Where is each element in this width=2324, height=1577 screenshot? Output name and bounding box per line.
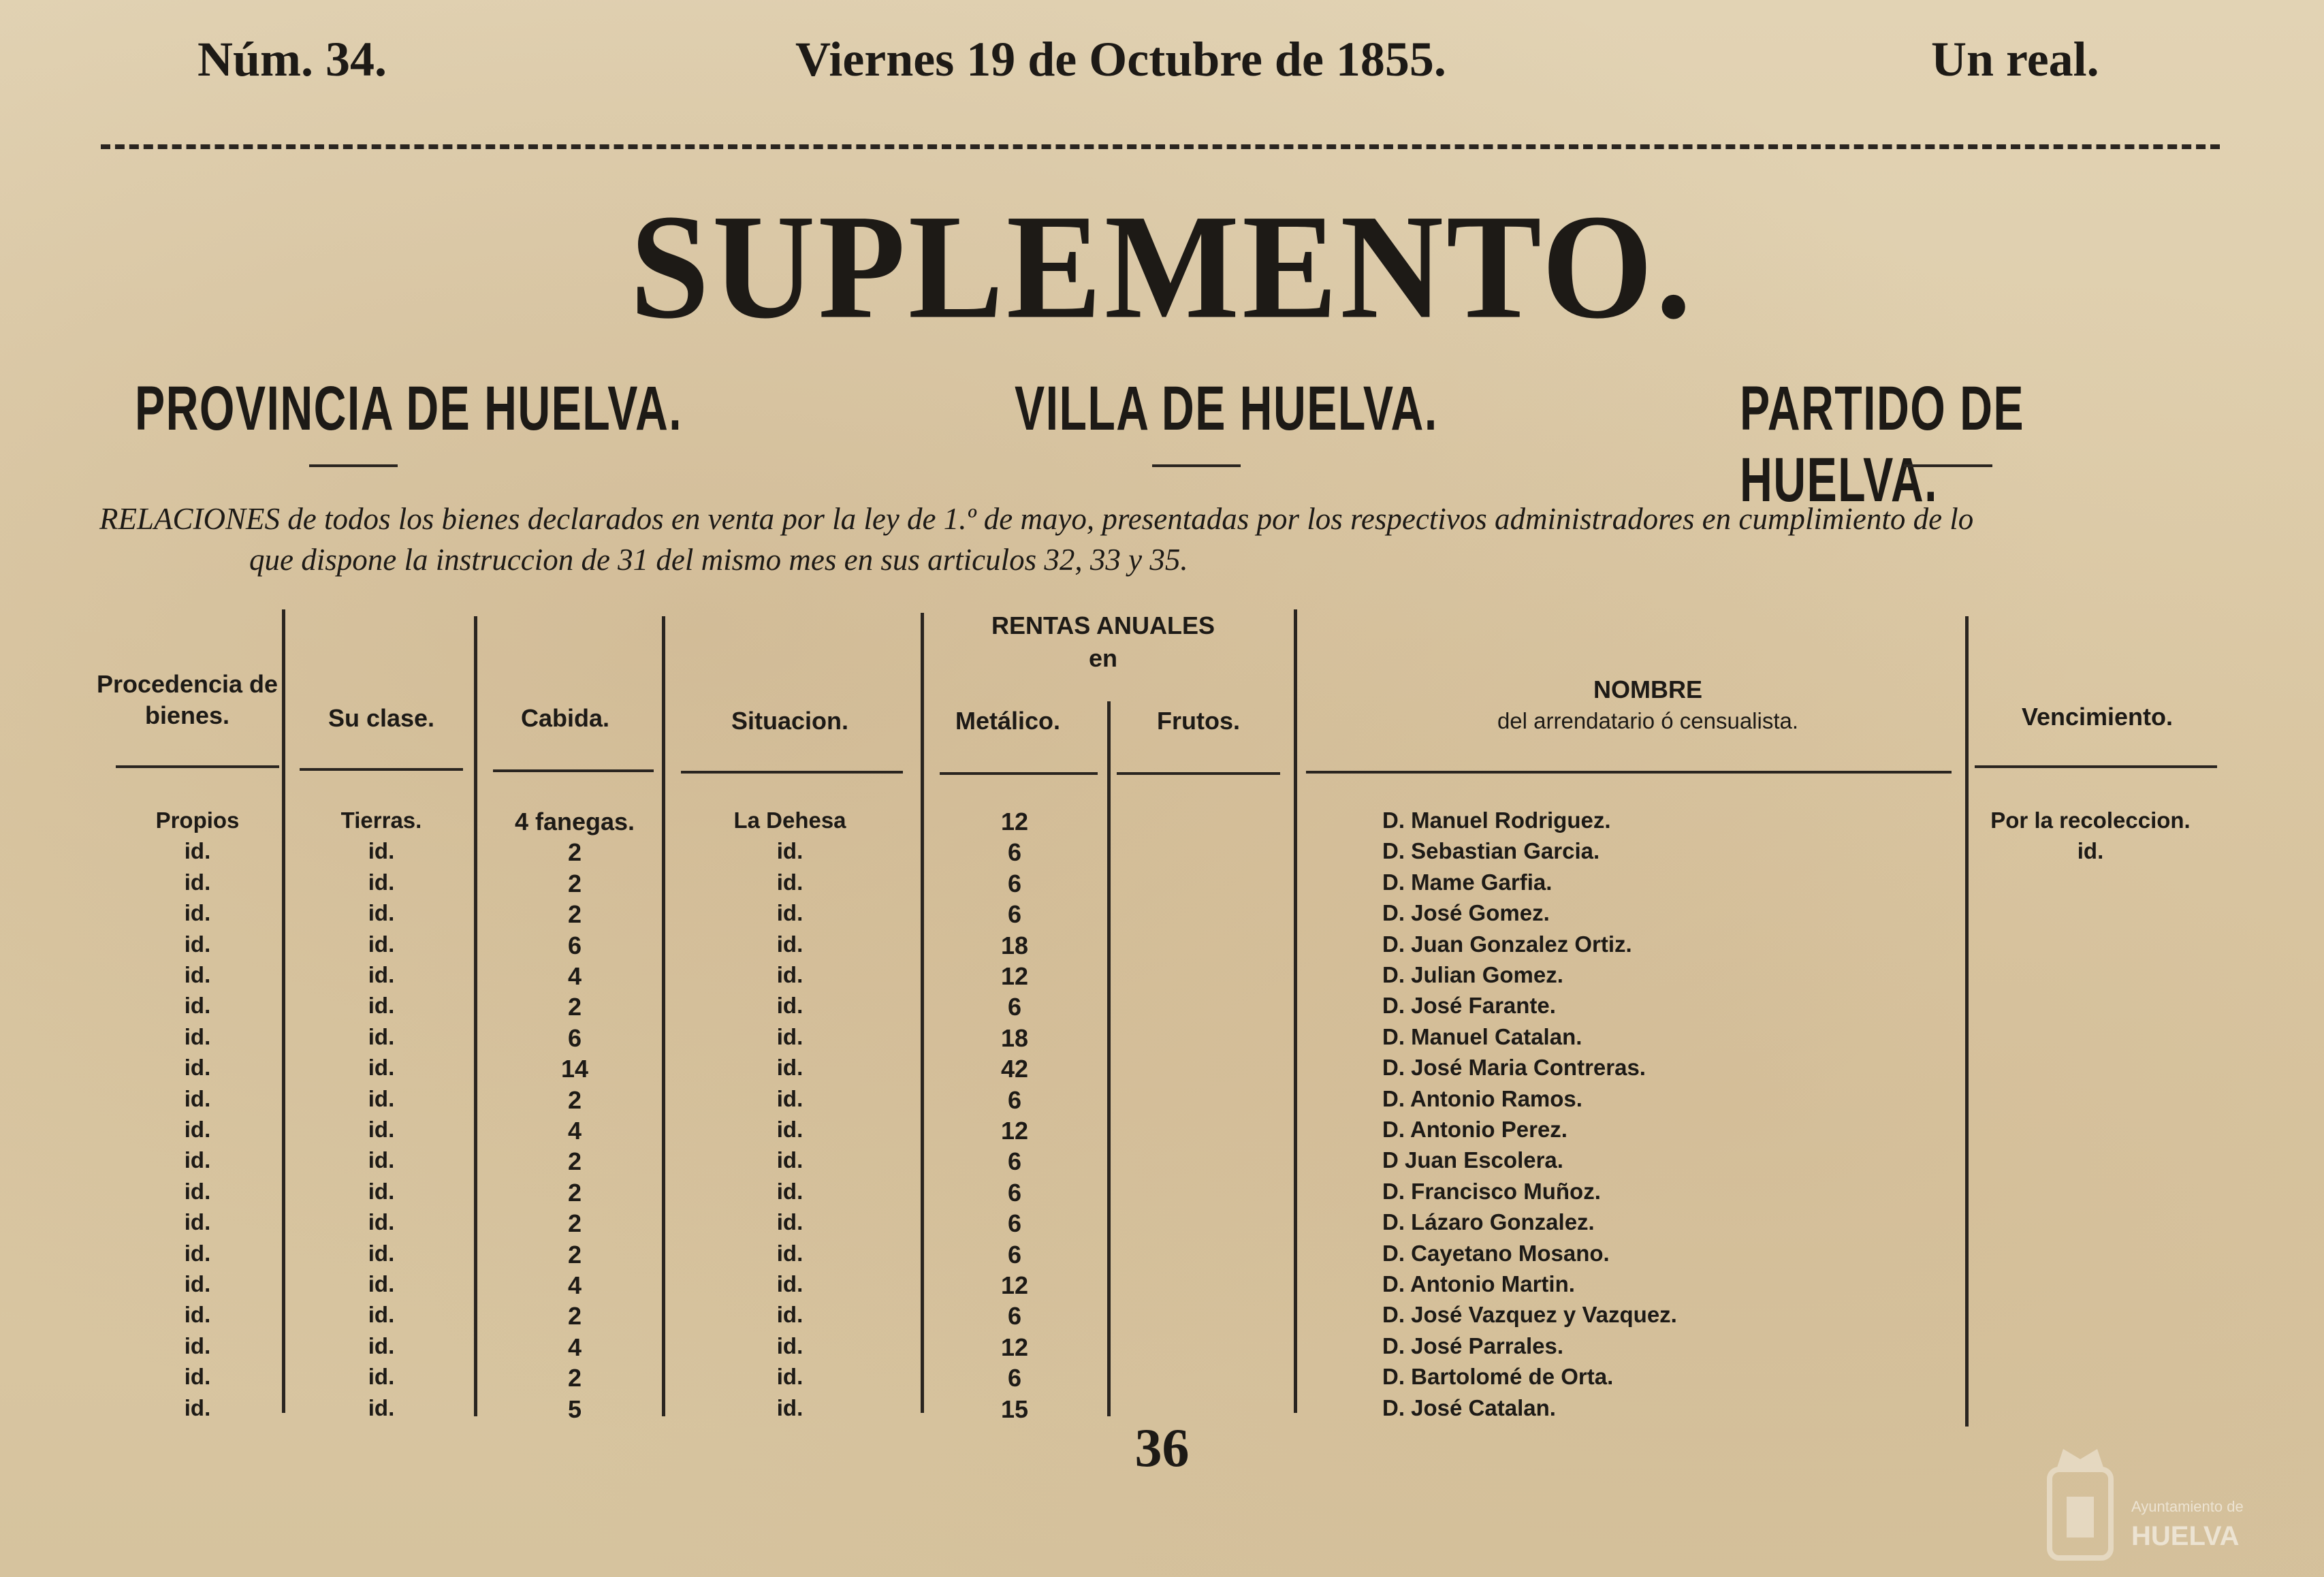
cell-cabida: 2: [567, 993, 582, 1021]
cell-cabida: 2: [567, 1240, 582, 1269]
cell-situacion: id.: [776, 1333, 803, 1358]
province-heading: PROVINCIA DE HUELVA.: [135, 374, 683, 443]
cell-situacion: id.: [776, 1395, 803, 1420]
cell-procedencia: id.: [184, 1023, 211, 1049]
page-title: SUPLEMENTO.: [630, 184, 1694, 350]
cell-clase: id.: [368, 869, 395, 895]
cell-situacion: id.: [776, 1147, 803, 1173]
cell-cabida: 6: [567, 931, 582, 959]
intro-line-1: RELACIONES de todos los bienes declarados en venta por la ley de 1.º de mayo, presentadas por los respectivos administradores en cumplimiento de lo: [99, 502, 1974, 536]
header-underline: [940, 772, 1098, 775]
cell-clase: id.: [368, 1023, 395, 1049]
header-rentas-en: en: [1088, 644, 1117, 672]
cell-nombre: D. José Farante.: [1382, 993, 1556, 1019]
cell-clase: id.: [368, 1178, 395, 1204]
cell-situacion: id.: [776, 1240, 803, 1266]
column-rule: [474, 616, 477, 1416]
cell-clase: id.: [368, 838, 395, 864]
header-clase: Su clase.: [328, 704, 435, 732]
cell-procedencia: id.: [184, 931, 211, 957]
cell-situacion: id.: [776, 838, 803, 864]
cell-procedencia: id.: [184, 1147, 211, 1173]
cell-cabida: 2: [567, 1302, 582, 1331]
cell-procedencia: id.: [184, 838, 211, 864]
column-rule: [921, 613, 924, 1413]
header-underline: [300, 768, 463, 771]
cell-clase: id.: [368, 993, 395, 1019]
cell-vencimiento: Por la recoleccion.: [1990, 808, 2191, 833]
cell-cabida: 2: [567, 838, 582, 867]
page-number: 36: [1134, 1418, 1190, 1478]
cell-clase: id.: [368, 1271, 395, 1296]
cell-cabida: 2: [567, 1147, 582, 1176]
cell-cabida: 2: [567, 869, 582, 897]
cell-clase: id.: [368, 1333, 395, 1358]
issue-number: Núm. 34.: [197, 32, 387, 86]
cell-metalico: 12: [1000, 1333, 1029, 1361]
header-underline: [1975, 765, 2217, 768]
issue-price: Un real.: [1931, 32, 2099, 86]
header-cabida: Cabida.: [520, 704, 610, 732]
cell-procedencia: id.: [184, 1395, 211, 1420]
district-heading: PARTIDO DE HUELVA.: [1740, 374, 2024, 515]
cell-procedencia: id.: [184, 1302, 211, 1328]
cell-procedencia: id.: [184, 1117, 211, 1142]
cell-situacion: id.: [776, 1364, 803, 1390]
ornament-divider: [1904, 464, 1992, 467]
cell-nombre: D Juan Escolera.: [1382, 1147, 1563, 1173]
cell-nombre: D. Antonio Martin.: [1382, 1271, 1575, 1296]
cell-procedencia: id.: [184, 993, 211, 1019]
cell-cabida: 2: [567, 1364, 582, 1392]
cell-metalico: 6: [1007, 1302, 1022, 1331]
cell-situacion: id.: [776, 931, 803, 957]
cell-metalico: 6: [1007, 1147, 1022, 1176]
cell-situacion: id.: [776, 1085, 803, 1111]
masthead-rule: [101, 144, 2220, 149]
cell-clase: id.: [368, 1240, 395, 1266]
column-rule: [1965, 616, 1969, 1427]
cell-nombre: D. Juan Gonzalez Ortiz.: [1382, 931, 1632, 957]
cell-cabida: 5: [567, 1395, 582, 1423]
watermark-caption: Ayuntamiento de: [2131, 1498, 2244, 1515]
cell-procedencia: Propios: [155, 808, 240, 833]
cell-nombre: D. Manuel Catalan.: [1382, 1023, 1582, 1049]
column-rule: [1294, 609, 1297, 1413]
cell-metalico: 42: [1000, 1055, 1029, 1083]
header-procedencia: Procedencia de bienes.: [96, 670, 278, 729]
cell-metalico: 6: [1007, 993, 1022, 1021]
cell-metalico: 6: [1007, 1085, 1022, 1114]
header-underline: [493, 769, 654, 772]
cell-clase: id.: [368, 1209, 395, 1235]
cell-metalico: 6: [1007, 1240, 1022, 1269]
cell-nombre: D. Antonio Ramos.: [1382, 1085, 1582, 1111]
cell-situacion: id.: [776, 900, 803, 926]
cell-cabida: 4: [567, 1333, 582, 1361]
cell-metalico: 6: [1007, 869, 1022, 897]
watermark-title: HUELVA: [2131, 1521, 2240, 1551]
cell-situacion: id.: [776, 1178, 803, 1204]
ornament-divider: [309, 464, 398, 467]
cell-procedencia: id.: [184, 869, 211, 895]
cell-cabida: 2: [567, 1085, 582, 1114]
intro-paragraph: [99, 498, 2238, 580]
cell-situacion: id.: [776, 869, 803, 895]
cell-metalico: 6: [1007, 1364, 1022, 1392]
cell-clase: id.: [368, 931, 395, 957]
cell-metalico: 18: [1000, 1023, 1029, 1052]
cell-nombre: D. José Vazquez y Vazquez.: [1382, 1302, 1677, 1328]
cell-clase: id.: [368, 1055, 395, 1081]
header-vencimiento: Vencimiento.: [2021, 703, 2174, 731]
ornament-divider: [1152, 464, 1241, 467]
cell-clase: id.: [368, 1147, 395, 1173]
cell-clase: id.: [368, 1117, 395, 1142]
cell-procedencia: id.: [184, 1271, 211, 1296]
cell-metalico: 12: [1000, 1117, 1029, 1145]
cell-nombre: D. Mame Garfia.: [1382, 869, 1553, 895]
cell-procedencia: id.: [184, 962, 211, 987]
cell-clase: id.: [368, 900, 395, 926]
cell-metalico: 12: [1000, 962, 1029, 990]
cell-situacion: id.: [776, 1023, 803, 1049]
cell-situacion: id.: [776, 1302, 803, 1328]
cell-cabida: 2: [567, 1178, 582, 1207]
cell-situacion: id.: [776, 1117, 803, 1142]
cell-clase: id.: [368, 962, 395, 987]
cell-metalico: 18: [1000, 931, 1029, 959]
cell-nombre: D. José Maria Contreras.: [1382, 1055, 1646, 1081]
cell-cabida: 4: [567, 962, 582, 990]
cell-nombre: D. Lázaro Gonzalez.: [1382, 1209, 1595, 1235]
cell-metalico: 6: [1007, 1209, 1022, 1238]
cell-cabida: 14: [560, 1055, 589, 1083]
cell-procedencia: id.: [184, 900, 211, 926]
cell-cabida: 2: [567, 900, 582, 929]
cell-situacion: La Dehesa: [733, 808, 846, 833]
cell-clase: id.: [368, 1085, 395, 1111]
cell-procedencia: id.: [184, 1364, 211, 1390]
column-rule: [662, 616, 665, 1416]
cell-procedencia: id.: [184, 1333, 211, 1358]
cell-metalico: 6: [1007, 1178, 1022, 1207]
cell-clase: id.: [368, 1395, 395, 1420]
cell-situacion: id.: [776, 1055, 803, 1081]
cell-cabida: 4 fanegas.: [514, 808, 635, 835]
cell-nombre: D. José Catalan.: [1382, 1395, 1556, 1420]
cell-nombre: D. Julian Gomez.: [1382, 962, 1563, 987]
header-underline: [681, 771, 903, 774]
header-underline: [116, 765, 279, 768]
cell-nombre: D. José Gomez.: [1382, 900, 1550, 926]
header-metalico: Metálico.: [955, 707, 1061, 735]
cell-cabida: 4: [567, 1117, 582, 1145]
cell-situacion: id.: [776, 1271, 803, 1296]
cell-nombre: D. Cayetano Mosano.: [1382, 1240, 1610, 1266]
header-nombre: NOMBRE: [1593, 675, 1702, 703]
cell-procedencia: id.: [184, 1178, 211, 1204]
cell-procedencia: id.: [184, 1085, 211, 1111]
cell-situacion: id.: [776, 962, 803, 987]
cell-situacion: id.: [776, 1209, 803, 1235]
cell-vencimiento: id.: [2077, 838, 2104, 864]
column-rule: [282, 609, 285, 1413]
cell-cabida: 4: [567, 1271, 582, 1299]
header-frutos: Frutos.: [1157, 707, 1240, 735]
cell-nombre: D. Francisco Muñoz.: [1382, 1178, 1601, 1204]
header-underline: [1306, 771, 1952, 774]
cell-nombre: D. Bartolomé de Orta.: [1382, 1364, 1614, 1390]
header-rentas: RENTAS ANUALES: [991, 611, 1215, 639]
cell-metalico: 6: [1007, 838, 1022, 867]
cell-procedencia: id.: [184, 1055, 211, 1081]
issue-date: Viernes 19 de Octubre de 1855.: [795, 32, 1446, 86]
intro-line-2: que dispone la instruccion de 31 del mismo mes en sus articulos 32, 33 y 35.: [249, 543, 1188, 577]
cell-metalico: 6: [1007, 900, 1022, 929]
cell-nombre: D. Manuel Rodriguez.: [1382, 808, 1611, 833]
cell-cabida: 6: [567, 1023, 582, 1052]
cell-procedencia: id.: [184, 1209, 211, 1235]
header-situacion: Situacion.: [731, 707, 849, 735]
cell-metalico: 15: [1000, 1395, 1029, 1423]
cell-situacion: id.: [776, 993, 803, 1019]
header-underline: [1117, 772, 1280, 775]
cell-clase: id.: [368, 1302, 395, 1328]
header-nombre-sub: del arrendatario ó censualista.: [1497, 708, 1799, 733]
cell-clase: id.: [368, 1364, 395, 1390]
column-rule: [1107, 701, 1111, 1416]
cell-procedencia: id.: [184, 1240, 211, 1266]
cell-clase: Tierras.: [340, 808, 422, 833]
cell-nombre: D. Antonio Perez.: [1382, 1117, 1567, 1142]
cell-nombre: D. José Parrales.: [1382, 1333, 1563, 1358]
cell-metalico: 12: [1000, 1271, 1029, 1299]
cell-cabida: 2: [567, 1209, 582, 1238]
cell-nombre: D. Sebastian Garcia.: [1382, 838, 1600, 864]
village-heading: VILLA DE HUELVA.: [1015, 374, 1438, 443]
cell-metalico: 12: [1000, 808, 1029, 835]
